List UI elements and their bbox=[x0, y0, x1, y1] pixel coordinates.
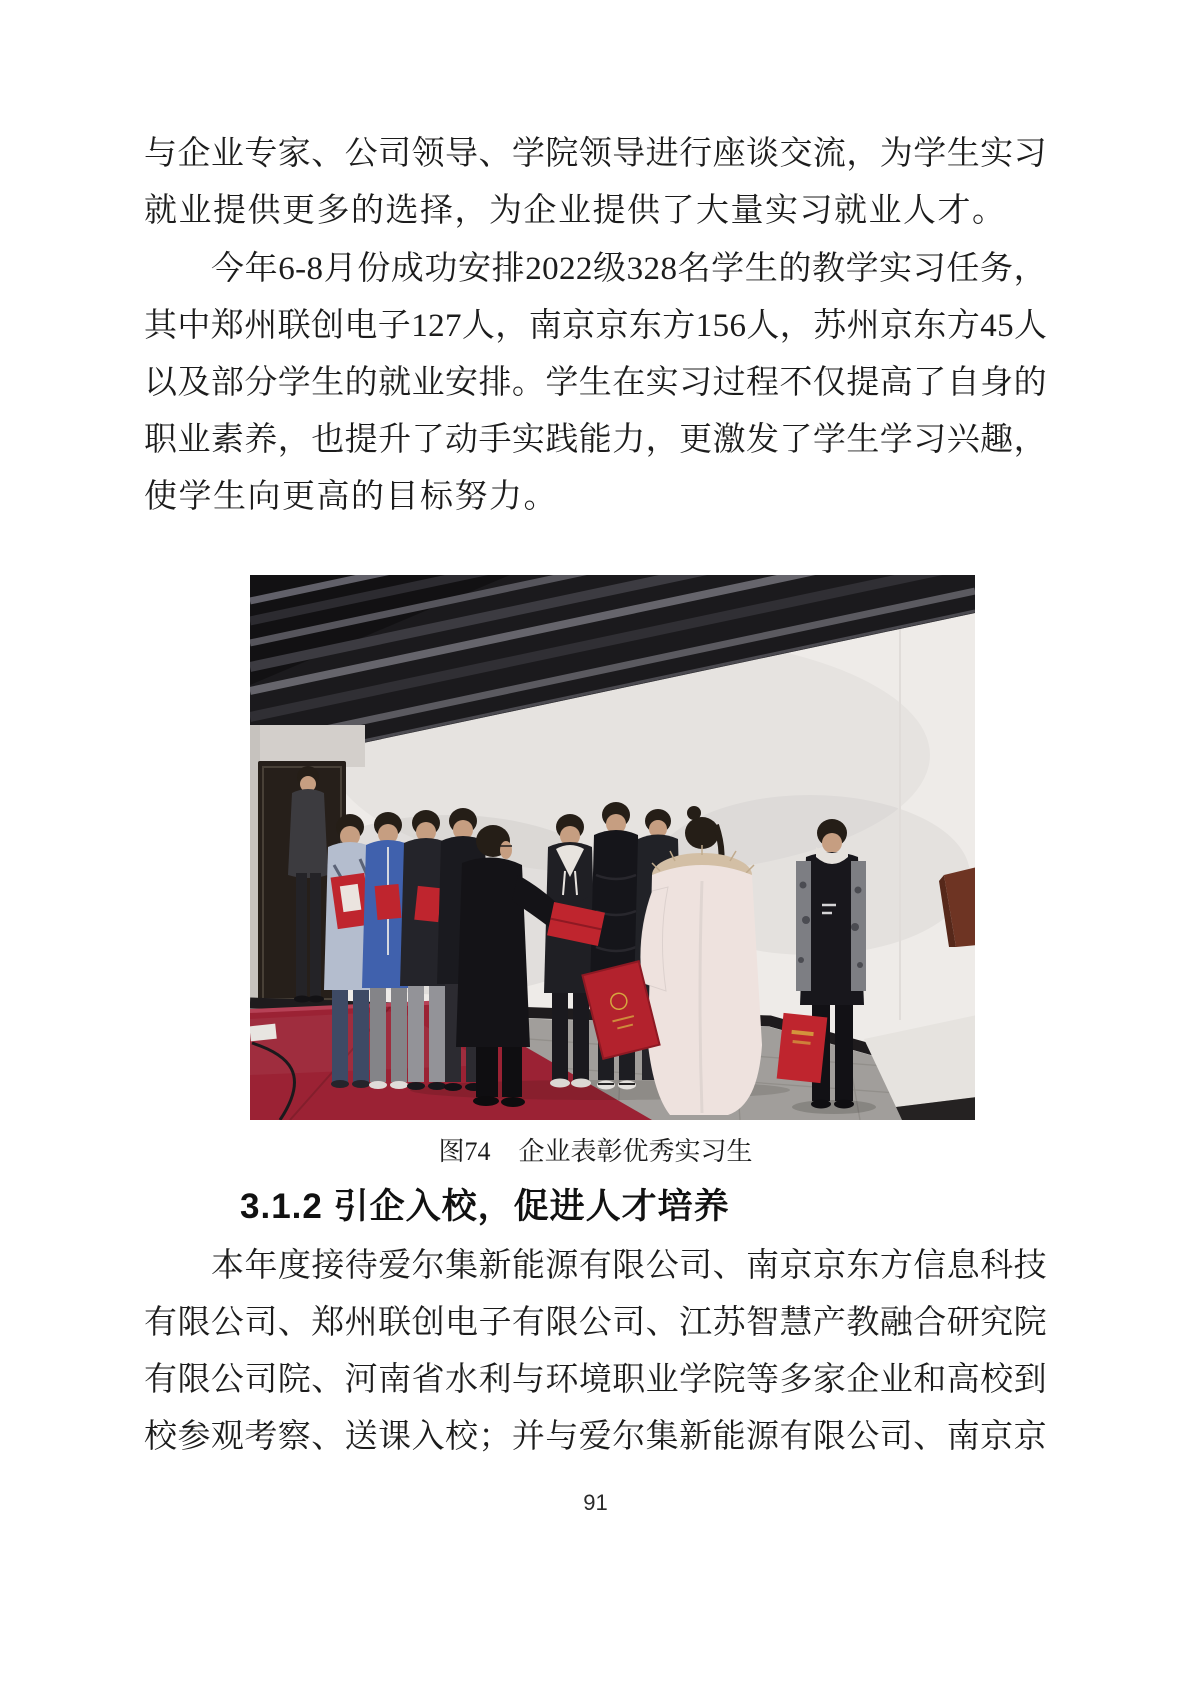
figure-photo bbox=[250, 575, 975, 1120]
body-line: 以及部分学生的就业安排。学生在实习过程不仅提高了自身的 bbox=[144, 365, 1047, 401]
figure-caption-label: 图74 bbox=[438, 1137, 491, 1166]
page-number: 91 bbox=[583, 1490, 608, 1515]
paragraph-3 bbox=[144, 1238, 1047, 1466]
section-heading: 3.1.2 引企入校，促进人才培养 bbox=[240, 1187, 730, 1226]
body-line: 有限公司院、河南省水利与环境职业学院等多家企业和高校到 bbox=[144, 1362, 1047, 1398]
paragraph-1 bbox=[144, 126, 1047, 240]
figure-caption bbox=[144, 1136, 1047, 1168]
body-line: 今年6-8月份成功安排2022级328名学生的教学实习任务， bbox=[211, 251, 1047, 287]
body-line: 使学生向更高的目标努力。 bbox=[144, 479, 558, 515]
body-line: 有限公司、郑州联创电子有限公司、江苏智慧产教融合研究院 bbox=[144, 1305, 1047, 1341]
body-line: 其中郑州联创电子127人，南京京东方156人，苏州京东方45人 bbox=[144, 308, 1047, 344]
body-line: 职业素养，也提升了动手实践能力，更激发了学生学习兴趣， bbox=[144, 422, 1047, 458]
paragraph-2 bbox=[144, 241, 1047, 526]
award-ceremony-photo bbox=[250, 575, 975, 1120]
body-line: 与企业专家、公司领导、学院领导进行座谈交流，为学生实习 bbox=[144, 136, 1047, 172]
body-line: 校参观考察、送课入校；并与爱尔集新能源有限公司、南京京 bbox=[144, 1419, 1047, 1455]
body-line: 就业提供更多的选择，为企业提供了大量实习就业人才。 bbox=[144, 193, 1007, 229]
body-line: 本年度接待爱尔集新能源有限公司、南京京东方信息科技 bbox=[211, 1248, 1047, 1284]
figure-caption-text: 企业表彰优秀实习生 bbox=[518, 1137, 753, 1166]
